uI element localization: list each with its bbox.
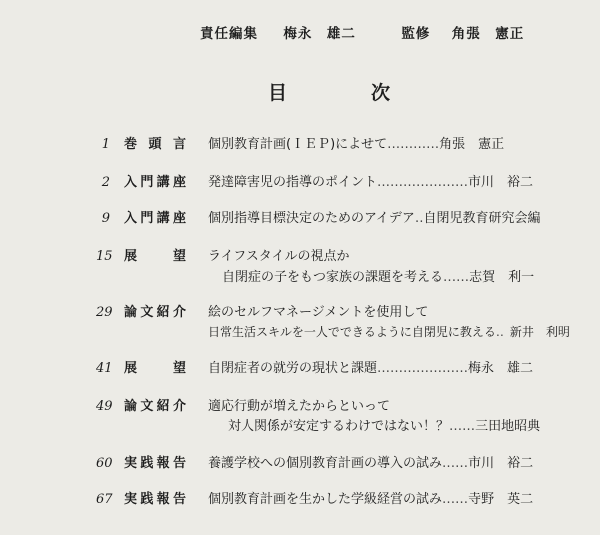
page-number: 60 [96, 456, 113, 471]
article-title: ライフスタイルの視点か [208, 249, 350, 264]
page-number: 49 [96, 399, 113, 414]
article-author: 梅永 雄二 [468, 361, 534, 376]
leader-dots: ‥‥‥ [442, 492, 469, 507]
article-line [208, 360, 533, 378]
article-title: 適応行動が増えたからといって [208, 399, 391, 414]
editorial-credits [200, 22, 524, 42]
page-number: 29 [96, 305, 113, 320]
page-number: 15 [96, 249, 113, 264]
article-title: 個別教育計画(ＩＥＰ)によせて [208, 137, 388, 152]
article-title: 対人関係が安定するわけではない！？ [228, 419, 450, 434]
article-author: 角張 憲正 [439, 137, 505, 152]
article-title: 個別指導目標決定のためのアイデア [208, 211, 415, 226]
article-author: 市川 裕二 [468, 456, 534, 471]
article-title: 発達障害児の指導のポイント [208, 175, 378, 190]
page-number: 2 [101, 175, 110, 190]
leader-dots: ………………… [377, 361, 469, 376]
supervisor-name: 角張 憲正 [451, 26, 525, 42]
article-title: 日常生活スキルを一人でできるように自閉児に教える [208, 325, 496, 339]
leader-dots: ‥ [414, 211, 424, 226]
leader-dots: ‥‥‥ [449, 419, 476, 434]
page-number: 1 [101, 137, 110, 152]
article-line [208, 304, 428, 322]
editor-role: 責任編集 [200, 26, 258, 42]
article-title: 自閉症の子をもつ家族の課題を考える [222, 270, 444, 285]
article-author: 新井 利明 [509, 325, 570, 339]
article-line [208, 398, 390, 416]
article-line [222, 269, 534, 287]
article-author: 寺野 英二 [468, 492, 534, 507]
supervisor-role: 監修 [401, 26, 431, 42]
article-author: 三田地昭典 [475, 419, 541, 434]
toc-title-char-2: 次 [371, 82, 391, 104]
toc-title-char-1: 目 [268, 82, 288, 104]
leader-dots: ………… [387, 137, 440, 152]
article-line [208, 174, 533, 192]
page-number: 41 [96, 361, 113, 376]
article-title: 絵のセルフマネージメントを使用して [208, 305, 429, 320]
article-title: 養護学校への個別教育計画の導入の試み [208, 456, 443, 471]
article-line [208, 455, 533, 473]
article-line [208, 323, 570, 341]
page-number: 9 [101, 211, 110, 226]
section-label: 巻頭言 [124, 137, 186, 152]
leader-dots: ‥‥‥ [442, 456, 469, 471]
leader-dots: ………………… [377, 175, 469, 190]
section-label: 論文紹介 [124, 399, 186, 414]
article-title: 個別教育計画を生かした学級経営の試み [208, 492, 443, 507]
leader-dots: ‥ [495, 325, 504, 339]
section-label: 入門講座 [124, 211, 186, 226]
section-label: 実践報告 [124, 456, 186, 471]
article-line [228, 418, 540, 436]
article-author: 自閉児教育研究会編 [423, 211, 541, 226]
section-label: 実践報告 [124, 492, 186, 507]
article-line [208, 210, 541, 228]
section-label: 入門講座 [124, 175, 186, 190]
article-line [208, 491, 533, 509]
leader-dots: ‥‥‥ [443, 270, 470, 285]
article-line [208, 136, 504, 154]
editor-name: 梅永 雄二 [283, 26, 356, 42]
section-label: 展望 [124, 249, 186, 264]
section-label: 論文紹介 [124, 305, 186, 320]
article-title: 自閉症者の就労の現状と課題 [208, 361, 378, 376]
article-line [208, 248, 349, 266]
article-author: 志賀 利一 [469, 270, 535, 285]
section-label: 展望 [124, 361, 186, 376]
article-author: 市川 裕二 [468, 175, 534, 190]
page-number: 67 [96, 492, 113, 507]
toc-title [268, 78, 390, 105]
